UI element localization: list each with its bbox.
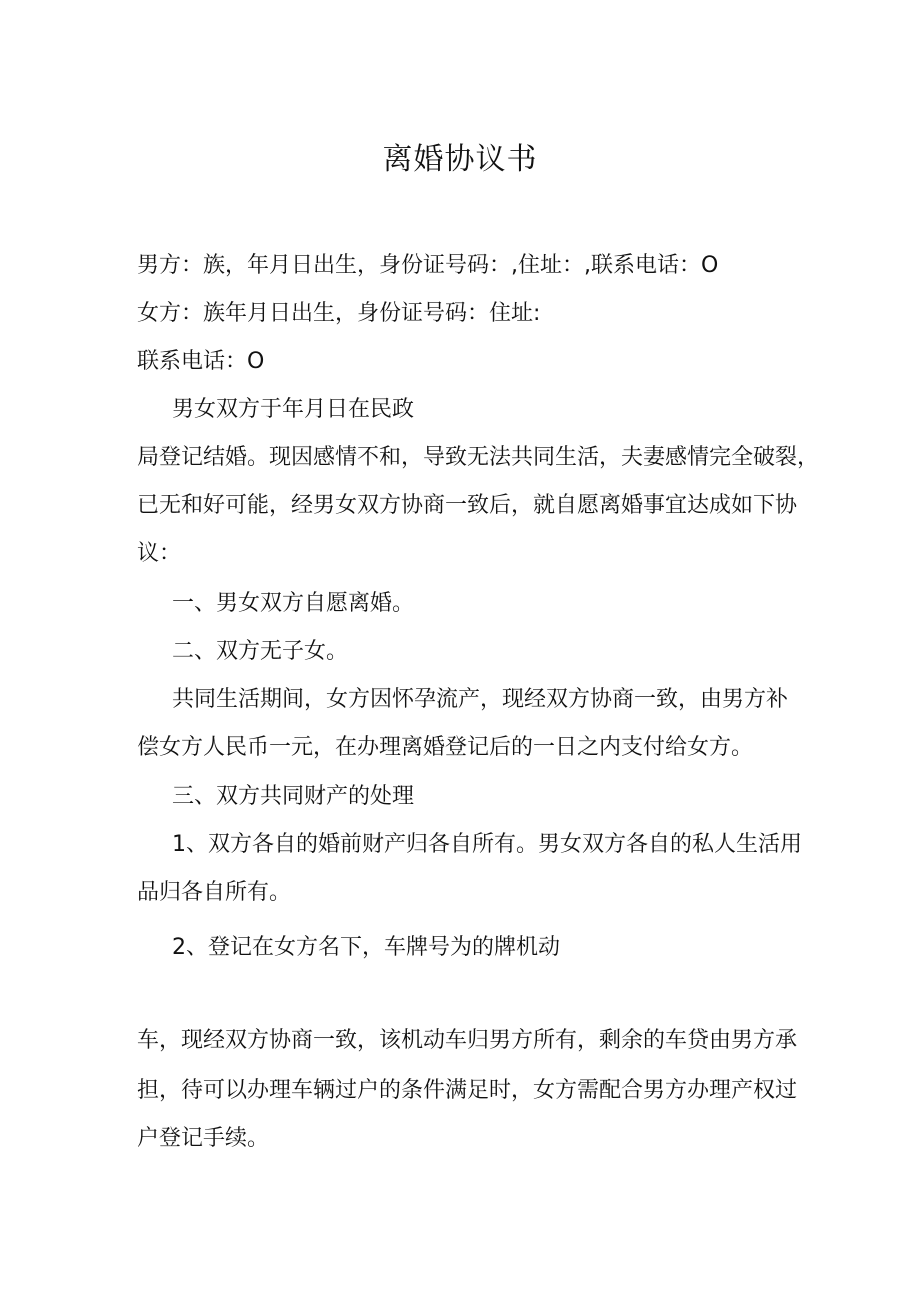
paragraph-line: 车，现经双方协商一致，该机动车归男方所有，剩余的车贷由男方承 (137, 1028, 798, 1053)
sub-clause-two: 2、登记在女方名下，车牌号为的牌机动 (172, 935, 560, 960)
paragraph-line: 偿女方人民币一元，在办理离婚登记后的一日之内支付给女方。 (137, 735, 754, 760)
paragraph-line: 局登记结婚。现因感情不和，导致无法共同生活，夫妻感情完全破裂， (137, 445, 820, 470)
paragraph-line-female-party: 女方：族年月日出生，身份证号码：住址: (137, 301, 541, 326)
paragraph-line-male-party: 男方：族，年月日出生，身份证号码：,住址：,联系电话：O (137, 253, 719, 278)
paragraph-line: 已无和好可能，经男女双方协商一致后，就自愿离婚事宜达成如下协 (137, 493, 798, 518)
document-title: 离婚协议书 (382, 142, 538, 177)
clause-three: 三、双方共同财产的处理 (172, 784, 415, 809)
paragraph-line: 户登记手续。 (137, 1126, 270, 1151)
sub-clause-one: 1、双方各自的婚前财产归各自所有。男女双方各自的私人生活用 (172, 832, 802, 857)
paragraph-line: 品归各自所有。 (137, 880, 292, 905)
paragraph-line: 担，待可以办理车辆过户的条件满足时，女方需配合男方办理产权过 (137, 1078, 798, 1103)
paragraph-line: 议： (137, 541, 182, 566)
paragraph-line-female-phone: 联系电话：O (137, 349, 265, 374)
paragraph-line: 共同生活期间，女方因怀孕流产，现经双方协商一致，由男方补 (172, 687, 789, 712)
clause-two: 二、双方无子女。 (172, 639, 349, 664)
paragraph-line: 男女双方于年月日在民政 (172, 397, 415, 422)
clause-one: 一、男女双方自愿离婚。 (172, 591, 415, 616)
